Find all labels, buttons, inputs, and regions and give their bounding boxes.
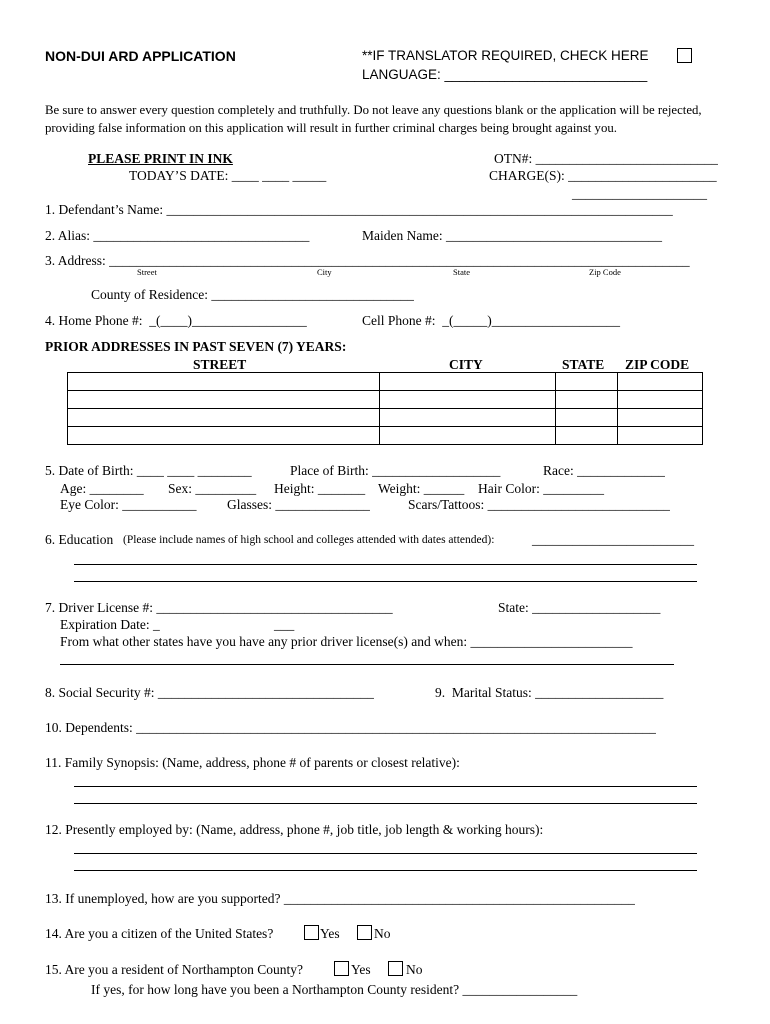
- race-field[interactable]: Race: _____________: [543, 463, 665, 478]
- col-city-header: CITY: [449, 357, 483, 372]
- place-of-birth-field[interactable]: Place of Birth: ___________________: [290, 463, 501, 478]
- dob-field[interactable]: 5. Date of Birth: ____ ____ ________: [45, 463, 252, 478]
- instructions: Be sure to answer every question completely and truthfully. Do not leave any questions blank or the application will be rejected, providing false information on this application will result in further criminal charges being brought against you.: [45, 103, 702, 135]
- prior-license-line[interactable]: [60, 664, 674, 665]
- resident-no-checkbox[interactable]: [388, 961, 403, 976]
- table-cell[interactable]: [380, 427, 556, 445]
- employment-line[interactable]: [74, 870, 697, 871]
- table-cell[interactable]: [556, 373, 618, 391]
- citizen-no-label: No: [374, 926, 391, 941]
- hair-color-field[interactable]: Hair Color: _________: [478, 481, 604, 496]
- support-field[interactable]: 13. If unemployed, how are you supported? ____________________________________________________: [45, 891, 635, 906]
- employment-line[interactable]: [74, 853, 697, 854]
- table-cell[interactable]: [380, 373, 556, 391]
- education-line[interactable]: [74, 564, 697, 565]
- table-cell[interactable]: [380, 409, 556, 427]
- defendant-name-field[interactable]: 1. Defendant’s Name: ___________________________________________________________________________: [45, 202, 673, 217]
- family-synopsis-line[interactable]: [74, 803, 697, 804]
- glasses-field[interactable]: Glasses: ______________: [227, 497, 370, 512]
- table-row: [68, 427, 703, 445]
- education-field[interactable]: ________________________: [532, 532, 694, 547]
- citizen-question: 14. Are you a citizen of the United States?: [45, 926, 274, 941]
- education-label: 6. Education: [45, 532, 114, 547]
- address-street-caption: Street: [137, 267, 157, 277]
- todays-date-field[interactable]: TODAY’S DATE: ____ ____ _____: [129, 168, 327, 183]
- table-cell[interactable]: [618, 373, 703, 391]
- alias-field[interactable]: 2. Alias: ________________________________: [45, 228, 310, 243]
- form-title: NON-DUI ARD APPLICATION: [45, 48, 236, 64]
- table-cell[interactable]: [618, 409, 703, 427]
- family-synopsis-line[interactable]: [74, 786, 697, 787]
- table-cell[interactable]: [68, 409, 380, 427]
- citizen-yes-label: Yes: [320, 926, 340, 941]
- resident-yes-checkbox[interactable]: [334, 961, 349, 976]
- eye-color-field[interactable]: Eye Color: ___________: [60, 497, 197, 512]
- education-note: (Please include names of high school and colleges attended with dates attended):: [123, 534, 495, 546]
- table-cell[interactable]: [68, 427, 380, 445]
- marital-status-field[interactable]: 9. Marital Status: ___________________: [435, 685, 664, 700]
- table-cell[interactable]: [556, 409, 618, 427]
- expiration-date-tail[interactable]: ___: [274, 617, 295, 632]
- sex-field[interactable]: Sex: _________: [168, 481, 257, 496]
- print-in-ink-notice: PLEASE PRINT IN INK: [88, 151, 233, 166]
- table-cell[interactable]: [618, 391, 703, 409]
- col-state-header: STATE: [562, 357, 605, 372]
- ssn-field[interactable]: 8. Social Security #: ________________________________: [45, 685, 374, 700]
- col-street-header: STREET: [193, 357, 247, 372]
- resident-no-label: No: [406, 962, 423, 977]
- table-cell[interactable]: [68, 391, 380, 409]
- resident-yes-label: Yes: [351, 962, 371, 977]
- address-city-caption: City: [317, 267, 332, 277]
- table-row: [68, 373, 703, 391]
- col-zip-header: ZIP CODE: [625, 357, 690, 372]
- address-state-caption: State: [453, 267, 470, 277]
- table-cell[interactable]: [556, 427, 618, 445]
- citizen-yes-checkbox[interactable]: [304, 925, 319, 940]
- address-zip-caption: Zip Code: [589, 267, 621, 277]
- county-field[interactable]: County of Residence: ______________________________: [91, 287, 414, 302]
- translator-checkbox[interactable]: [677, 48, 692, 63]
- charges-field-line2[interactable]: ____________________: [572, 186, 707, 201]
- employment-label: 12. Presently employed by: (Name, address, phone #, job title, job length & working hours):: [45, 822, 544, 837]
- charges-field[interactable]: CHARGE(S): ______________________: [489, 168, 717, 183]
- education-line[interactable]: [74, 581, 697, 582]
- home-phone-field[interactable]: 4. Home Phone #: _(____)_________________: [45, 313, 307, 328]
- translator-label: **IF TRANSLATOR REQUIRED, CHECK HERE: [362, 48, 649, 63]
- driver-license-field[interactable]: 7. Driver License #: ___________________________________: [45, 600, 393, 615]
- table-row: [68, 391, 703, 409]
- table-row: [68, 409, 703, 427]
- cell-phone-field[interactable]: Cell Phone #: _(_____)___________________: [362, 313, 620, 328]
- otn-field[interactable]: OTN#: ___________________________: [494, 151, 718, 166]
- table-cell[interactable]: [380, 391, 556, 409]
- expiration-date-field[interactable]: Expiration Date: _: [60, 617, 160, 632]
- family-synopsis-label: 11. Family Synopsis: (Name, address, phone # of parents or closest relative):: [45, 755, 460, 770]
- address-field[interactable]: 3. Address: ______________________________________________________________________________________: [45, 253, 690, 268]
- maiden-name-field[interactable]: Maiden Name: ________________________________: [362, 228, 662, 243]
- dependents-field[interactable]: 10. Dependents: _____________________________________________________________________________: [45, 720, 656, 735]
- table-cell[interactable]: [68, 373, 380, 391]
- citizen-no-checkbox[interactable]: [357, 925, 372, 940]
- scars-tattoos-field[interactable]: Scars/Tattoos: ___________________________: [408, 497, 670, 512]
- age-field[interactable]: Age: ________: [60, 481, 144, 496]
- table-cell[interactable]: [556, 391, 618, 409]
- prior-license-states-field[interactable]: From what other states have you have any prior driver license(s) and when: ________________________: [60, 634, 633, 649]
- residency-duration-field[interactable]: If yes, for how long have you been a Northampton County resident? _________________: [91, 982, 578, 997]
- prior-addresses-heading: PRIOR ADDRESSES IN PAST SEVEN (7) YEARS:: [45, 339, 347, 354]
- resident-question: 15. Are you a resident of Northampton County?: [45, 962, 303, 977]
- license-state-field[interactable]: State: ___________________: [498, 600, 661, 615]
- language-field[interactable]: LANGUAGE: ___________________________: [362, 67, 648, 82]
- prior-addresses-table: [67, 372, 703, 445]
- table-cell[interactable]: [618, 427, 703, 445]
- weight-field[interactable]: Weight: ______: [378, 481, 465, 496]
- height-field[interactable]: Height: _______: [274, 481, 366, 496]
